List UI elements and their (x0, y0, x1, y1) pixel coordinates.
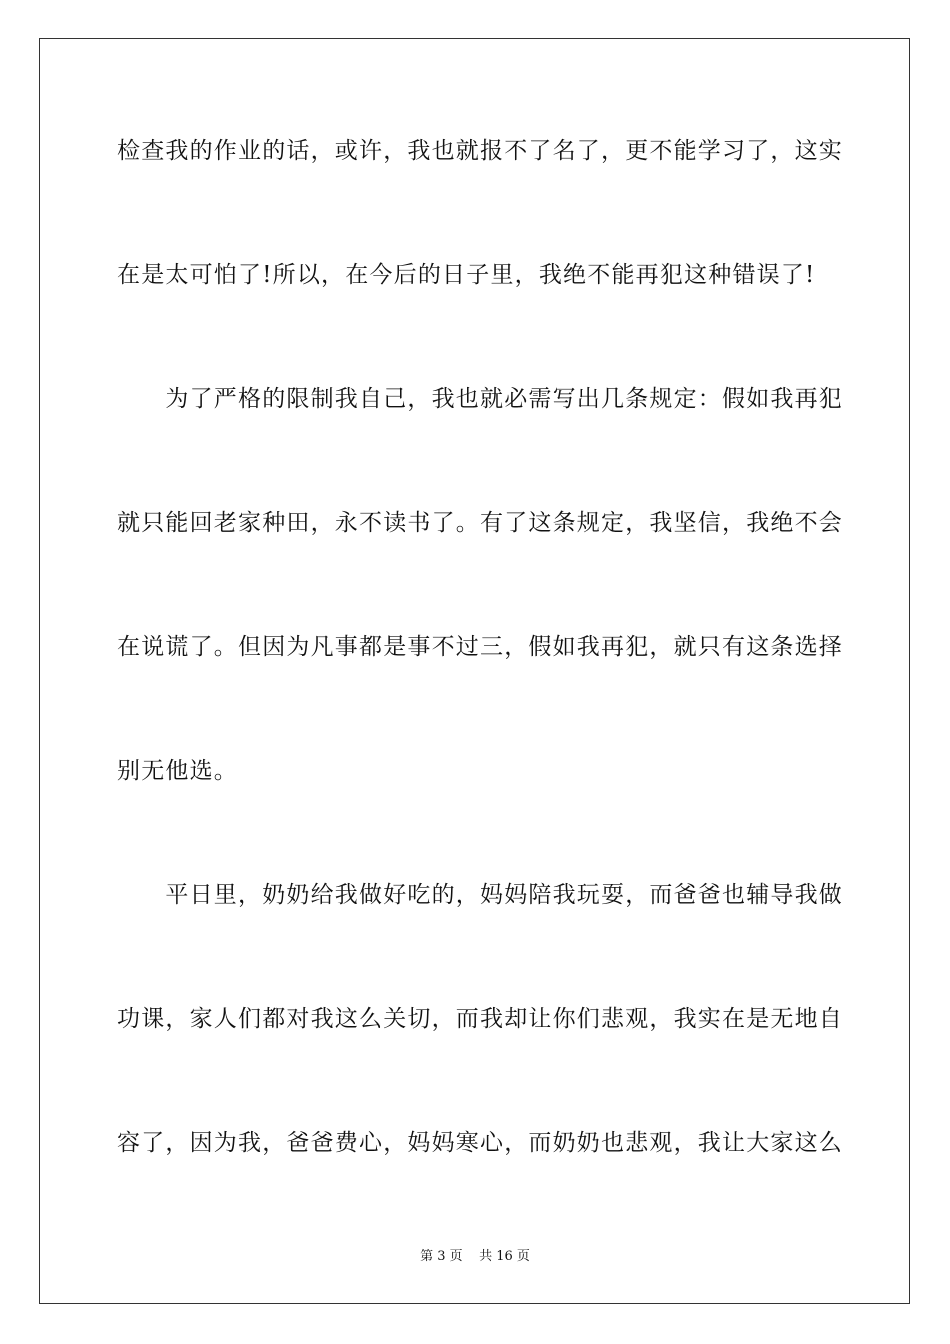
text-line-2: 在是太可怕了!所以，在今后的日子里，我绝不能再犯这种错误了! (117, 262, 816, 288)
page-footer (0, 1248, 950, 1266)
text-line-6: 别无他选。 (117, 758, 238, 784)
text-line-5: 在说谎了。但因为凡事都是事不过三，假如我再犯，就只有这条选择 (117, 634, 843, 660)
page-border (39, 38, 910, 1304)
page-number-label: 第 3 页 共 16 页 (420, 1249, 530, 1264)
text-line-8: 功课，家人们都对我这么关切，而我却让你们悲观，我实在是无地自 (117, 1006, 843, 1032)
text-line-1: 检查我的作业的话，或许，我也就报不了名了，更不能学习了，这实 (117, 138, 843, 164)
text-line-7: 平日里，奶奶给我做好吃的，妈妈陪我玩耍，而爸爸也辅导我做 (117, 882, 843, 908)
text-line-4: 就只能回老家种田，永不读书了。有了这条规定，我坚信，我绝不会 (117, 510, 843, 536)
text-line-9: 容了，因为我，爸爸费心，妈妈寒心，而奶奶也悲观，我让大家这么 (117, 1130, 843, 1156)
text-line-3: 为了严格的限制我自己，我也就必需写出几条规定：假如我再犯 (117, 386, 843, 412)
